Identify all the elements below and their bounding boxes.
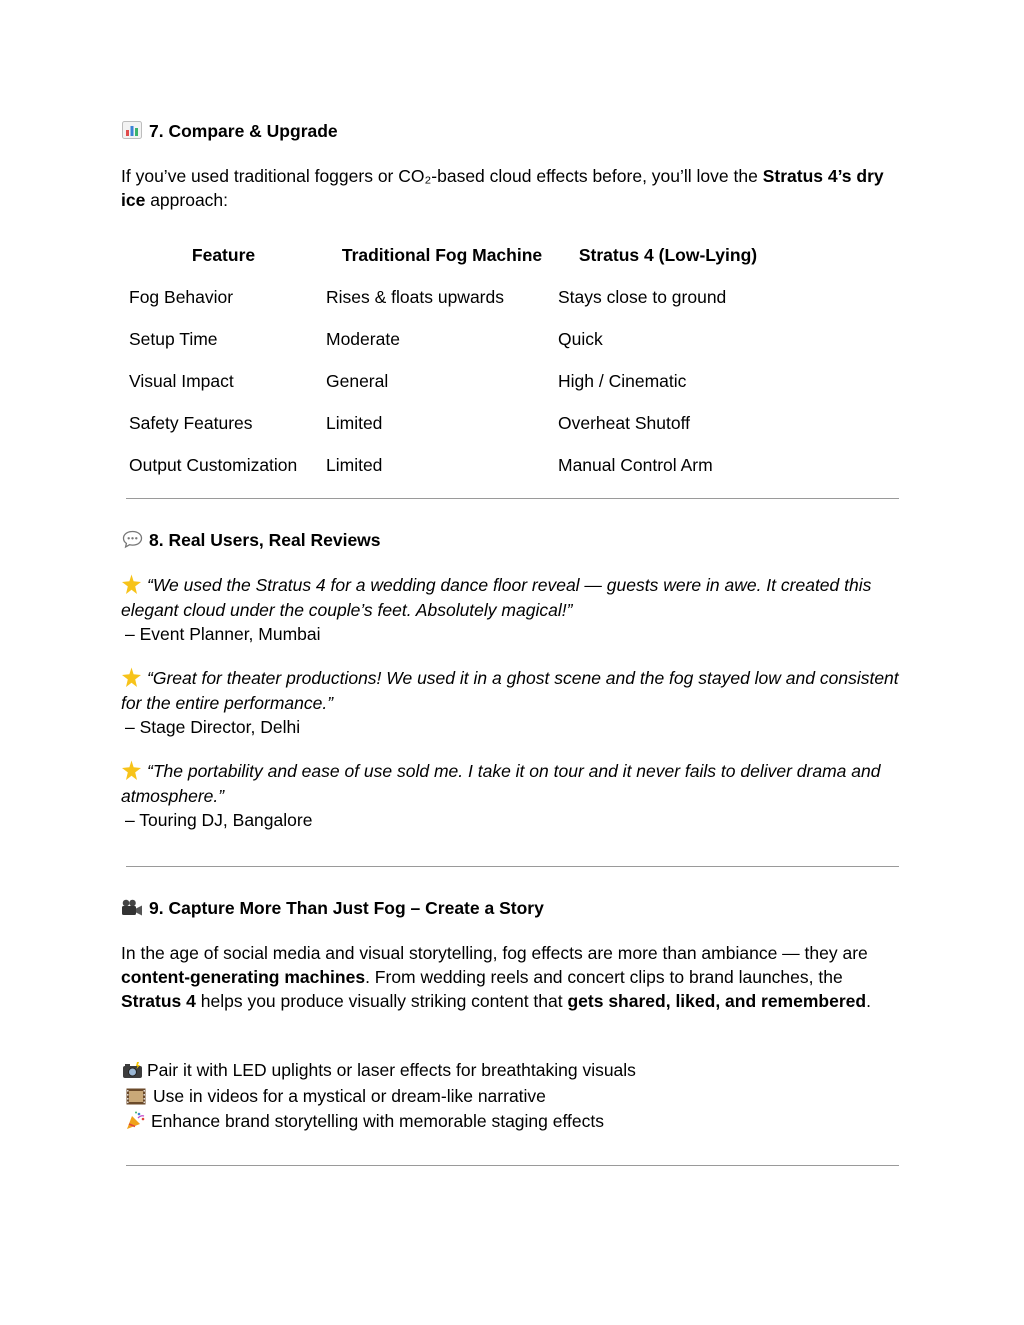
intro-text: If you’ve used traditional foggers or CO₂-based cloud effects before, you’ll love the <box>121 166 763 186</box>
body-bold: gets shared, liked, and remembered <box>567 991 867 1011</box>
body-text: . <box>866 991 871 1011</box>
table-row <box>121 444 778 486</box>
star-icon <box>121 760 143 784</box>
table-cell: Rises & floats upwards <box>326 287 504 307</box>
section-7-heading <box>121 119 338 144</box>
table-row <box>121 318 778 360</box>
list-item <box>121 1109 901 1135</box>
section-9-heading <box>121 896 544 921</box>
table-cell: Limited <box>326 413 383 433</box>
review-quote: “Great for theater productions! We used it in a ghost scene and the fog stayed low and consistent for the entire performance.” <box>121 668 899 713</box>
divider <box>126 1165 899 1166</box>
list-item-text: Enhance brand storytelling with memorable staging effects <box>151 1111 604 1131</box>
table-row <box>121 276 778 318</box>
star-icon <box>121 574 143 598</box>
section-8-title: 8. Real Users, Real Reviews <box>149 530 381 550</box>
table-cell: Manual Control Arm <box>558 455 713 475</box>
list-item <box>121 1084 901 1110</box>
table-row <box>121 402 778 444</box>
bar-chart-icon <box>121 120 143 144</box>
review-item <box>121 666 901 739</box>
intro-text-end: approach: <box>145 190 229 210</box>
review-author: – Event Planner, Mumbai <box>125 624 321 644</box>
comparison-table <box>121 234 778 486</box>
review-quote: “We used the Stratus 4 for a wedding dance floor reveal — guests were in awe. It created this elegant cloud under the couple’s feet. Absolutely magical!” <box>121 575 872 620</box>
body-text: In the age of social media and visual storytelling, fog effects are more than ambiance — they are <box>121 943 868 963</box>
body-bold: content-generating machines <box>121 967 366 987</box>
bullet-list <box>121 1058 901 1135</box>
list-item <box>121 1058 901 1084</box>
intro-bold: Stratus 4’s dry ice <box>121 166 884 210</box>
divider <box>126 498 899 499</box>
review-quote: “The portability and ease of use sold me. I take it on tour and it never fails to deliver drama and atmosphere.” <box>121 761 881 806</box>
table-header-row <box>121 234 778 276</box>
speech-bubble-icon <box>121 529 143 553</box>
list-item-text: Pair it with LED uplights or laser effects for breathtaking visuals <box>147 1060 636 1080</box>
table-cell: Quick <box>558 329 603 349</box>
body-text: . From wedding reels and concert clips to brand launches, the <box>365 967 843 987</box>
table-row <box>121 360 778 402</box>
section-7-title: 7. Compare & Upgrade <box>149 121 338 141</box>
review-item <box>121 573 901 646</box>
table-cell: Moderate <box>326 329 400 349</box>
table-cell: Output Customization <box>129 455 298 475</box>
body-text: helps you produce visually striking content that <box>195 991 568 1011</box>
table-cell: General <box>326 371 389 391</box>
table-cell: High / Cinematic <box>558 371 687 391</box>
review-author: – Touring DJ, Bangalore <box>125 810 313 830</box>
star-icon <box>121 667 143 691</box>
section-9-body <box>121 941 901 1013</box>
movie-camera-icon <box>121 897 143 921</box>
table-cell: Fog Behavior <box>129 287 234 307</box>
table-cell: Safety Features <box>129 413 253 433</box>
table-cell: Stays close to ground <box>558 287 727 307</box>
list-item-text: Use in videos for a mystical or dream-like narrative <box>153 1085 546 1106</box>
table-header: Feature <box>191 245 256 265</box>
film-frames-icon <box>125 1085 147 1110</box>
section-8-heading <box>121 528 381 553</box>
camera-flash-icon <box>121 1059 143 1084</box>
section-7-intro <box>121 164 901 212</box>
table-cell: Limited <box>326 455 383 475</box>
divider <box>126 866 899 867</box>
party-popper-icon <box>125 1110 147 1135</box>
review-author: – Stage Director, Delhi <box>125 717 301 737</box>
table-cell: Overheat Shutoff <box>558 413 690 433</box>
body-bold: Stratus 4 <box>121 991 196 1011</box>
table-cell: Visual Impact <box>129 371 234 391</box>
table-header: Traditional Fog Machine <box>341 245 543 265</box>
table-cell: Setup Time <box>129 329 218 349</box>
review-item <box>121 759 901 832</box>
table-header: Stratus 4 (Low-Lying) <box>578 245 758 265</box>
section-9-title: 9. Capture More Than Just Fog – Create a Story <box>149 898 544 918</box>
